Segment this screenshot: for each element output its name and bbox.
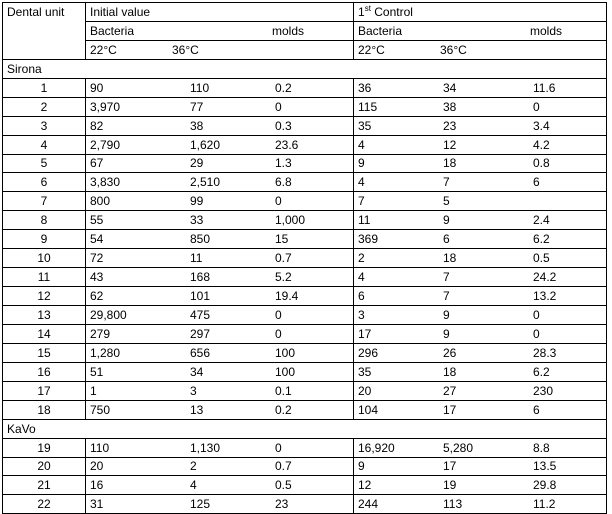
bacteria-22c-value: 2,790 — [90, 137, 121, 152]
temp-36-label: 36°C — [440, 42, 467, 57]
bacteria-22c-value: 369 — [358, 232, 379, 247]
control-value-cell — [354, 97, 607, 116]
bacteria-22c-value: 1,280 — [90, 345, 121, 360]
table-row — [3, 381, 607, 400]
bacteria-22c-value: 110 — [90, 440, 110, 455]
bacteria-22c-value: 9 — [358, 459, 365, 474]
bacteria-36c-value: 6 — [443, 232, 450, 247]
initial-value-cell — [86, 438, 354, 457]
bacteria-22c-value: 82 — [90, 118, 104, 133]
dental-unit-number: 17 — [3, 381, 86, 400]
dental-unit-number: 10 — [3, 249, 86, 268]
bacteria-36c-value: 38 — [443, 99, 457, 114]
bacteria-36c-value: 23 — [443, 118, 457, 133]
bacteria-22c-value: 16,920 — [358, 440, 395, 455]
initial-value-cell — [86, 381, 354, 400]
molds-value: 100 — [275, 364, 296, 379]
table-row — [3, 230, 607, 249]
bacteria-22c-value: 3,830 — [90, 175, 121, 190]
bacteria-22c-value: 17 — [358, 326, 372, 341]
initial-value-cell — [86, 211, 354, 230]
molds-value: 23.6 — [275, 137, 299, 152]
control-value-cell — [354, 287, 607, 306]
bacteria-22c-value: 55 — [90, 213, 104, 228]
molds-value: 1,000 — [275, 213, 306, 228]
molds-value: 0 — [275, 440, 282, 455]
molds-value: 0.5 — [533, 251, 550, 266]
initial-value-header: Initial value — [86, 3, 354, 22]
bacteria-22c-value: 12 — [358, 478, 372, 493]
dental-unit-number: 7 — [3, 192, 86, 211]
bacteria-22c-value: 2 — [358, 251, 365, 266]
dental-unit-number: 3 — [3, 116, 86, 135]
bacteria-36c-value: 4 — [190, 478, 197, 493]
control-value-cell — [354, 154, 607, 173]
bacteria-22c-value: 104 — [358, 402, 379, 417]
dental-unit-number: 2 — [3, 97, 86, 116]
table-row — [3, 495, 607, 514]
molds-value: 6 — [533, 402, 540, 417]
table-row — [3, 476, 607, 495]
bacteria-36c-value: 110 — [190, 80, 210, 95]
bacteria-22c-value: 54 — [90, 232, 104, 247]
header-row-1 — [3, 3, 607, 22]
initial-value-cell — [86, 306, 354, 325]
molds-value: 0 — [275, 307, 282, 322]
bacteria-22c-value: 35 — [358, 118, 372, 133]
dental-unit-number: 11 — [3, 268, 86, 287]
contamination-table — [2, 2, 607, 514]
bacteria-36c-value: 18 — [443, 251, 457, 266]
bacteria-36c-value: 26 — [443, 345, 457, 360]
dental-unit-number: 8 — [3, 211, 86, 230]
bacteria-36c-value: 38 — [190, 118, 204, 133]
bacteria-22c-value: 3 — [358, 307, 365, 322]
initial-value-cell — [86, 173, 354, 192]
bacteria-22c-value: 4 — [358, 270, 365, 285]
molds-value: 5.2 — [275, 270, 292, 285]
table-row — [3, 249, 607, 268]
dental-unit-number: 12 — [3, 287, 86, 306]
bacteria-36c-value: 2 — [190, 459, 197, 474]
bacteria-36c-value: 17 — [443, 402, 457, 417]
molds-value: 23 — [275, 497, 289, 512]
bacteria-22c-value: 244 — [358, 497, 379, 512]
bacteria-36c-value: 29 — [190, 156, 204, 171]
bacteria-22c-value: 31 — [90, 497, 104, 512]
bacteria-22c-value: 51 — [90, 364, 104, 379]
control-value-cell — [354, 476, 607, 495]
initial-temperatures — [86, 40, 354, 59]
bacteria-22c-value: 4 — [358, 175, 365, 190]
control-value-cell — [354, 78, 607, 97]
initial-subheader — [86, 21, 354, 40]
dental-unit-number: 16 — [3, 362, 86, 381]
molds-value: 29.8 — [533, 478, 557, 493]
bacteria-22c-value: 29,800 — [90, 307, 127, 322]
bacteria-22c-value: 115 — [358, 99, 378, 114]
control-value-cell — [354, 438, 607, 457]
molds-value: 11.6 — [533, 80, 556, 95]
dental-unit-number: 13 — [3, 306, 86, 325]
molds-value: 0 — [533, 307, 540, 322]
table-row — [3, 268, 607, 287]
temp-22-label: 22°C — [90, 42, 117, 57]
dental-unit-number: 19 — [3, 438, 86, 457]
table-row — [3, 362, 607, 381]
bacteria-36c-value: 101 — [190, 289, 211, 304]
molds-value: 13.5 — [533, 459, 557, 474]
control-value-cell — [354, 362, 607, 381]
control-value-cell — [354, 324, 607, 343]
bacteria-22c-value: 62 — [90, 289, 104, 304]
molds-label: molds — [272, 23, 305, 38]
initial-value-cell — [86, 135, 354, 154]
bacteria-36c-value: 18 — [443, 156, 457, 171]
control-value-cell — [354, 173, 607, 192]
bacteria-22c-value: 750 — [90, 402, 111, 417]
molds-value: 100 — [275, 345, 296, 360]
control-value-cell — [354, 230, 607, 249]
bacteria-22c-value: 36 — [358, 80, 372, 95]
table-row — [3, 211, 607, 230]
initial-value-cell — [86, 230, 354, 249]
bacteria-22c-value: 67 — [90, 156, 104, 171]
first-control-header — [354, 3, 607, 22]
bacteria-22c-value: 3,970 — [90, 99, 121, 114]
temp-22-label: 22°C — [358, 42, 385, 57]
dental-unit-header: Dental unit — [3, 3, 86, 60]
dental-unit-number: 6 — [3, 173, 86, 192]
control-value-cell — [354, 268, 607, 287]
molds-value: 230 — [533, 383, 554, 398]
control-value-cell — [354, 457, 607, 476]
bacteria-22c-value: 800 — [90, 194, 111, 209]
table-row — [3, 97, 607, 116]
bacteria-36c-value: 9 — [443, 326, 450, 341]
control-value-cell — [354, 135, 607, 154]
bacteria-36c-value: 1,620 — [190, 137, 221, 152]
control-value-cell — [354, 116, 607, 135]
control-value-cell — [354, 211, 607, 230]
control-value-cell — [354, 343, 607, 362]
bacteria-36c-value: 5,280 — [443, 440, 474, 455]
bacteria-36c-value: 27 — [443, 383, 457, 398]
bacteria-36c-value: 77 — [190, 99, 204, 114]
initial-value-cell — [86, 457, 354, 476]
dental-unit-number: 18 — [3, 400, 86, 419]
molds-label: molds — [530, 23, 563, 38]
control-subheader — [354, 21, 607, 40]
bacteria-36c-value: 125 — [190, 497, 211, 512]
bacteria-36c-value: 34 — [190, 364, 204, 379]
group-label: KaVo — [3, 419, 607, 438]
table-row — [3, 116, 607, 135]
bacteria-36c-value: 2,510 — [190, 175, 221, 190]
bacteria-22c-value: 4 — [358, 137, 365, 152]
initial-value-cell — [86, 192, 354, 211]
initial-value-cell — [86, 324, 354, 343]
bacteria-36c-value: 7 — [443, 175, 450, 190]
initial-value-cell — [86, 268, 354, 287]
bacteria-label: Bacteria — [358, 23, 403, 38]
molds-value: 11.2 — [533, 497, 556, 512]
bacteria-22c-value: 35 — [358, 364, 372, 379]
molds-value: 15 — [275, 232, 289, 247]
molds-value: 0.5 — [275, 478, 292, 493]
dental-unit-number: 22 — [3, 495, 86, 514]
molds-value: 6.2 — [533, 232, 550, 247]
group-row — [3, 59, 607, 78]
control-ordinal: 1 — [358, 4, 365, 19]
bacteria-22c-value: 296 — [358, 345, 379, 360]
bacteria-22c-value: 7 — [358, 194, 365, 209]
dental-unit-number: 9 — [3, 230, 86, 249]
bacteria-36c-value: 18 — [443, 364, 457, 379]
molds-value: 0 — [275, 99, 282, 114]
dental-unit-number: 1 — [3, 78, 86, 97]
bacteria-36c-value: 99 — [190, 194, 204, 209]
bacteria-36c-value: 33 — [190, 213, 204, 228]
bacteria-36c-value: 34 — [443, 80, 457, 95]
molds-value: 0.1 — [275, 383, 292, 398]
molds-value: 0 — [533, 99, 540, 114]
bacteria-36c-value: 7 — [443, 270, 450, 285]
bacteria-36c-value: 297 — [190, 326, 211, 341]
bacteria-36c-value: 7 — [443, 289, 450, 304]
bacteria-36c-value: 475 — [190, 307, 211, 322]
bacteria-36c-value: 9 — [443, 307, 450, 322]
dental-unit-number: 5 — [3, 154, 86, 173]
molds-value: 0.2 — [275, 402, 292, 417]
dental-unit-number: 4 — [3, 135, 86, 154]
bacteria-36c-value: 168 — [190, 270, 211, 285]
dental-unit-number: 20 — [3, 457, 86, 476]
bacteria-36c-value: 5 — [443, 194, 450, 209]
molds-value: 3.4 — [533, 118, 550, 133]
molds-value: 28.3 — [533, 345, 557, 360]
header-row-3 — [3, 40, 607, 59]
bacteria-36c-value: 13 — [190, 402, 204, 417]
molds-value: 2.4 — [533, 213, 550, 228]
initial-value-cell — [86, 154, 354, 173]
table-row — [3, 173, 607, 192]
initial-value-cell — [86, 400, 354, 419]
molds-value: 6.8 — [275, 175, 292, 190]
bacteria-22c-value: 1 — [90, 383, 97, 398]
bacteria-22c-value: 6 — [358, 289, 365, 304]
molds-value: 0.2 — [275, 80, 292, 95]
initial-value-cell — [86, 97, 354, 116]
table-row — [3, 306, 607, 325]
bacteria-22c-value: 20 — [90, 459, 104, 474]
control-value-cell — [354, 249, 607, 268]
bacteria-22c-value: 16 — [90, 478, 104, 493]
molds-value: 24.2 — [533, 270, 557, 285]
bacteria-22c-value: 279 — [90, 326, 111, 341]
molds-value: 6.2 — [533, 364, 550, 379]
bacteria-36c-value: 9 — [443, 213, 450, 228]
control-value-cell — [354, 192, 607, 211]
table-row — [3, 135, 607, 154]
header-row-2 — [3, 21, 607, 40]
molds-value: 0.7 — [275, 251, 292, 266]
control-value-cell — [354, 381, 607, 400]
bacteria-36c-value: 17 — [443, 459, 457, 474]
molds-value: 0 — [275, 194, 282, 209]
table-row — [3, 78, 607, 97]
bacteria-36c-value: 11 — [190, 251, 203, 266]
bacteria-22c-value: 9 — [358, 156, 365, 171]
table-row — [3, 287, 607, 306]
bacteria-36c-value: 19 — [443, 478, 457, 493]
molds-value: 4.2 — [533, 137, 550, 152]
initial-value-cell — [86, 116, 354, 135]
molds-value: 0.8 — [533, 156, 550, 171]
control-value-cell — [354, 400, 607, 419]
dental-unit-number: 15 — [3, 343, 86, 362]
control-value-cell — [354, 306, 607, 325]
initial-value-cell — [86, 362, 354, 381]
initial-value-cell — [86, 495, 354, 514]
bacteria-36c-value: 113 — [443, 497, 463, 512]
bacteria-22c-value: 72 — [90, 251, 104, 266]
control-temperatures — [354, 40, 607, 59]
table-row — [3, 438, 607, 457]
bacteria-22c-value: 43 — [90, 270, 104, 285]
initial-value-cell — [86, 287, 354, 306]
temp-36-label: 36°C — [172, 42, 199, 57]
group-row — [3, 419, 607, 438]
molds-value: 19.4 — [275, 289, 299, 304]
molds-value: 8.8 — [533, 440, 550, 455]
molds-value: 6 — [533, 175, 540, 190]
initial-value-cell — [86, 476, 354, 495]
molds-value: 0.3 — [275, 118, 292, 133]
bacteria-22c-value: 11 — [358, 213, 371, 228]
molds-value: 1.3 — [275, 156, 292, 171]
table-row — [3, 457, 607, 476]
initial-value-cell — [86, 249, 354, 268]
bacteria-label: Bacteria — [90, 23, 135, 38]
molds-value: 0.7 — [275, 459, 292, 474]
table-row — [3, 192, 607, 211]
dental-unit-number: 14 — [3, 324, 86, 343]
bacteria-36c-value: 12 — [443, 137, 457, 152]
initial-value-cell — [86, 78, 354, 97]
control-value-cell — [354, 495, 607, 514]
molds-value: 0 — [533, 326, 540, 341]
table-row — [3, 400, 607, 419]
table-row — [3, 324, 607, 343]
bacteria-36c-value: 1,130 — [190, 440, 221, 455]
table-row — [3, 343, 607, 362]
table-body — [3, 3, 607, 514]
table-row — [3, 154, 607, 173]
bacteria-36c-value: 3 — [190, 383, 197, 398]
control-ordinal-suffix: st — [364, 3, 371, 13]
bacteria-36c-value: 656 — [190, 345, 211, 360]
bacteria-36c-value: 850 — [190, 232, 211, 247]
bacteria-22c-value: 90 — [90, 80, 104, 95]
molds-value: 13.2 — [533, 289, 557, 304]
bacteria-22c-value: 20 — [358, 383, 372, 398]
molds-value: 0 — [275, 326, 282, 341]
control-label: Control — [370, 4, 413, 19]
group-label: Sirona — [3, 59, 607, 78]
dental-unit-number: 21 — [3, 476, 86, 495]
initial-value-cell — [86, 343, 354, 362]
